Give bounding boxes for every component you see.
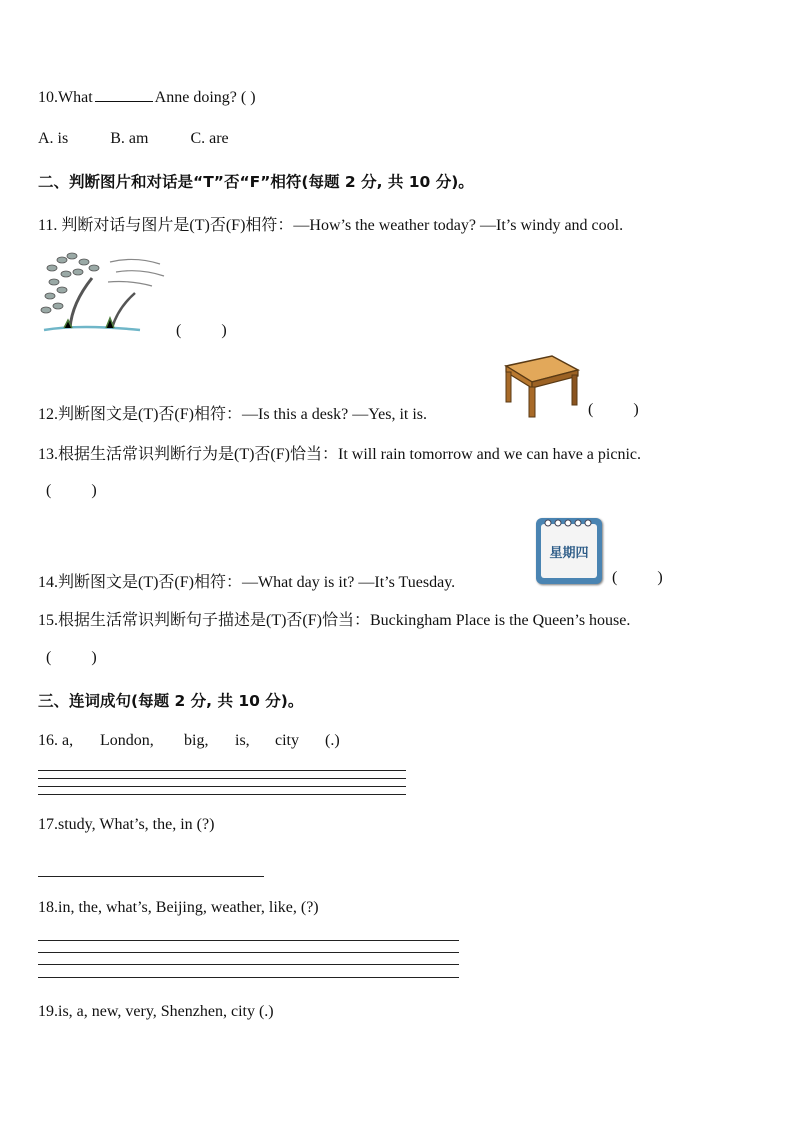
- q10-options: [38, 130, 271, 148]
- answer-line[interactable]: [38, 794, 406, 795]
- q11-answer-paren[interactable]: ( ): [176, 322, 227, 339]
- answer-line[interactable]: [38, 940, 459, 941]
- section-2-heading: 二、判断图片和对话是“T”否“F”相符(每题 2 分, 共 10 分)。: [38, 173, 474, 191]
- answer-line[interactable]: [38, 977, 459, 978]
- question-10: [38, 87, 256, 107]
- calendar-image: [536, 518, 602, 584]
- q16-word: (.): [325, 732, 340, 749]
- calendar-label: 星期四: [549, 546, 589, 561]
- section-3-heading: 三、连词成句(每题 2 分, 共 10 分)。: [38, 692, 304, 710]
- q10-text-before: 10.What: [38, 89, 93, 106]
- q16-word: 16. a,: [38, 732, 74, 749]
- question-13: 13.根据生活常识判断行为是(T)否(F)恰当：It will rain tomorrow and we can have a picnic.: [38, 446, 641, 463]
- wooden-desk-image: [500, 354, 580, 418]
- question-14: 14.判断图文是(T)否(F)相符：—What day is it? —It’s Tuesday.: [38, 574, 456, 591]
- answer-line[interactable]: [38, 964, 459, 965]
- windy-tree-image: [40, 248, 166, 334]
- answer-blank[interactable]: [95, 87, 153, 102]
- q16-word: city: [275, 732, 299, 749]
- q14-answer-paren[interactable]: ( ): [612, 569, 663, 586]
- question-11: 11. 判断对话与图片是(T)否(F)相符：—How’s the weather today? —It’s windy and cool.: [38, 217, 624, 234]
- answer-line[interactable]: [38, 778, 406, 779]
- question-16: [38, 732, 340, 750]
- question-12: 12.判断图文是(T)否(F)相符：—Is this a desk? —Yes, it is.: [38, 406, 428, 423]
- q16-word: big,: [184, 732, 209, 749]
- answer-line[interactable]: [38, 876, 264, 877]
- q16-word: London,: [100, 732, 154, 749]
- question-15: 15.根据生活常识判断句子描述是(T)否(F)恰当：Buckingham Place is the Queen’s house.: [38, 612, 631, 629]
- answer-line[interactable]: [38, 786, 406, 787]
- calendar-rings-icon: [544, 518, 594, 530]
- question-17: 17.study, What’s, the, in (?): [38, 816, 215, 833]
- answer-line[interactable]: [38, 770, 406, 771]
- option-a[interactable]: A. is: [38, 130, 69, 147]
- answer-line[interactable]: [38, 952, 459, 953]
- question-18: 18.in, the, what’s, Beijing, weather, like, (?): [38, 899, 319, 916]
- q12-answer-paren[interactable]: ( ): [588, 401, 639, 418]
- q13-answer-paren[interactable]: ( ): [46, 482, 97, 499]
- q10-text-after: Anne doing? ( ): [154, 89, 256, 106]
- q15-answer-paren[interactable]: ( ): [46, 649, 97, 666]
- option-c[interactable]: C. are: [190, 130, 229, 147]
- question-19: 19.is, a, new, very, Shenzhen, city (.): [38, 1003, 274, 1020]
- option-b[interactable]: B. am: [110, 130, 149, 147]
- q16-word: is,: [235, 732, 250, 749]
